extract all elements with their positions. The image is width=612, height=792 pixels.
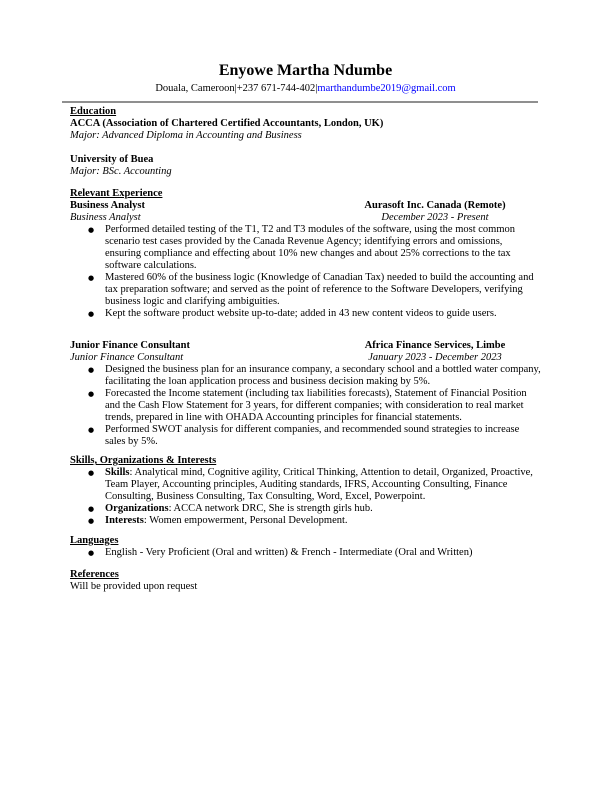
skills-rest: : Analytical mind, Cognitive agility, Critical Thinking, Attention to detail, Organized, Proactive, Team Player, Accounting principles, Auditing standards, IFRS, Accounting Consulting, Finance Consulting, Business Consulting, Tax Consulting, Word, Excel, Powerpoint. <box>105 467 533 502</box>
job-company: Africa Finance Services, Limbe <box>364 340 506 351</box>
education-heading: Education <box>70 106 117 117</box>
job-subtitle: Business Analyst <box>70 212 141 223</box>
bullet-item <box>70 272 541 308</box>
bullet-item <box>70 224 541 272</box>
email-link[interactable]: marthandumbe2019@gmail.com <box>317 83 456 94</box>
bullet-item <box>70 547 541 559</box>
bullet-text: Designed the business plan for an insurance company, a secondary school and a bottled water company, facilitating the loan application process and business decision making by 5%. <box>105 364 541 387</box>
bullet-icon: ● <box>88 366 95 374</box>
skills-lead: Skills <box>105 467 130 478</box>
contact-phone: +237 671-744-402 <box>236 83 316 94</box>
bullet-text <box>105 515 541 527</box>
job-bullet-list <box>70 224 541 320</box>
bullet-icon: ● <box>88 517 95 525</box>
bullet-item <box>70 424 541 448</box>
references-heading: References <box>70 569 119 580</box>
bullet-item <box>70 364 541 388</box>
bullet-text: Performed SWOT analysis for different companies, and recommended sound strategies to increase sales by 5%. <box>105 424 520 447</box>
job-company: Aurasoft Inc. Canada (Remote) <box>364 200 506 211</box>
bullet-text: Performed detailed testing of the T1, T2 and T3 modules of the software, using the most common scenario test cases provided by the Canada Revenue Agency; identifying errors and omissions, ensuring compliance and effecting about 10% new changes and about 25% corrections to the tax software calculations. <box>105 224 516 271</box>
organizations-lead: Organizations <box>105 503 169 514</box>
school-name: University of Buea <box>70 154 154 165</box>
bullet-icon: ● <box>88 274 95 282</box>
experience-section <box>70 188 541 448</box>
bullet-text: Kept the software product website up-to-date; added in 43 new content videos to guide users. <box>105 308 497 319</box>
bullet-item <box>70 308 541 320</box>
contact-separator: | <box>315 83 318 94</box>
job-subtitle: Junior Finance Consultant <box>70 352 184 363</box>
job-bullet-list <box>70 364 541 448</box>
header-divider <box>62 101 538 103</box>
job-dates: December 2023 - Present <box>381 212 489 223</box>
bullet-icon: ● <box>88 469 95 477</box>
bullet-icon: ● <box>88 226 95 234</box>
job-entry <box>70 200 541 320</box>
references-section <box>70 569 541 593</box>
languages-heading: Languages <box>70 535 119 546</box>
education-entry <box>70 154 541 178</box>
contact-line <box>70 83 541 95</box>
education-section <box>70 106 541 178</box>
job-title: Business Analyst <box>70 200 145 211</box>
job-subheader-row <box>70 352 541 364</box>
school-major: Major: Advanced Diploma in Accounting and Business <box>70 130 302 141</box>
bullet-text <box>105 467 541 503</box>
bullet-item <box>70 467 541 503</box>
interests-rest: : Women empowerment, Personal Development. <box>143 515 348 526</box>
languages-section <box>70 535 541 559</box>
resume-header <box>70 63 541 95</box>
languages-bullet-list <box>70 547 541 559</box>
bullet-icon: ● <box>88 310 95 318</box>
skills-section <box>70 455 541 527</box>
job-entry <box>70 340 541 448</box>
job-title: Junior Finance Consultant <box>70 340 190 351</box>
bullet-item <box>70 388 541 424</box>
organizations-rest: : ACCA network DRC, She is strength girls hub. <box>168 503 373 514</box>
education-entry <box>70 118 541 142</box>
bullet-text <box>105 503 541 515</box>
job-subheader-row <box>70 212 541 224</box>
job-dates: January 2023 - December 2023 <box>368 352 502 363</box>
bullet-icon: ● <box>88 505 95 513</box>
job-header-row <box>70 340 541 352</box>
job-header-row <box>70 200 541 212</box>
bullet-item <box>70 503 541 515</box>
contact-location: Douala, Cameroon <box>155 83 235 94</box>
bullet-icon: ● <box>88 390 95 398</box>
contact-separator: | <box>234 83 237 94</box>
school-name: ACCA (Association of Chartered Certified Accountants, London, UK) <box>70 118 384 129</box>
skills-heading: Skills, Organizations & Interests <box>70 455 217 466</box>
skills-bullet-list <box>70 467 541 527</box>
bullet-text: English - Very Proficient (Oral and written) & French - Intermediate (Oral and Written) <box>105 547 473 558</box>
candidate-name: Enyowe Martha Ndumbe <box>218 62 393 79</box>
bullet-text: Mastered 60% of the business logic (Knowledge of Canadian Tax) needed to build the accounting and tax preparation software; and served as the point of reference to the Software Developers, verifying business logic and clarifying ambiguities. <box>105 272 534 307</box>
bullet-item <box>70 515 541 527</box>
school-major: Major: BSc. Accounting <box>70 166 172 177</box>
references-text: Will be provided upon request <box>70 581 198 592</box>
bullet-icon: ● <box>88 426 95 434</box>
interests-lead: Interests <box>105 515 144 526</box>
experience-heading: Relevant Experience <box>70 188 163 199</box>
bullet-text: Forecasted the Income statement (including tax liabilities forecasts), Statement of Financial Position and the Cash Flow Statement for 3 years, for different companies; with consideration to real market trends, prepared in line with OHADA Accounting principles for financial statements. <box>105 388 527 423</box>
bullet-icon: ● <box>88 549 95 557</box>
